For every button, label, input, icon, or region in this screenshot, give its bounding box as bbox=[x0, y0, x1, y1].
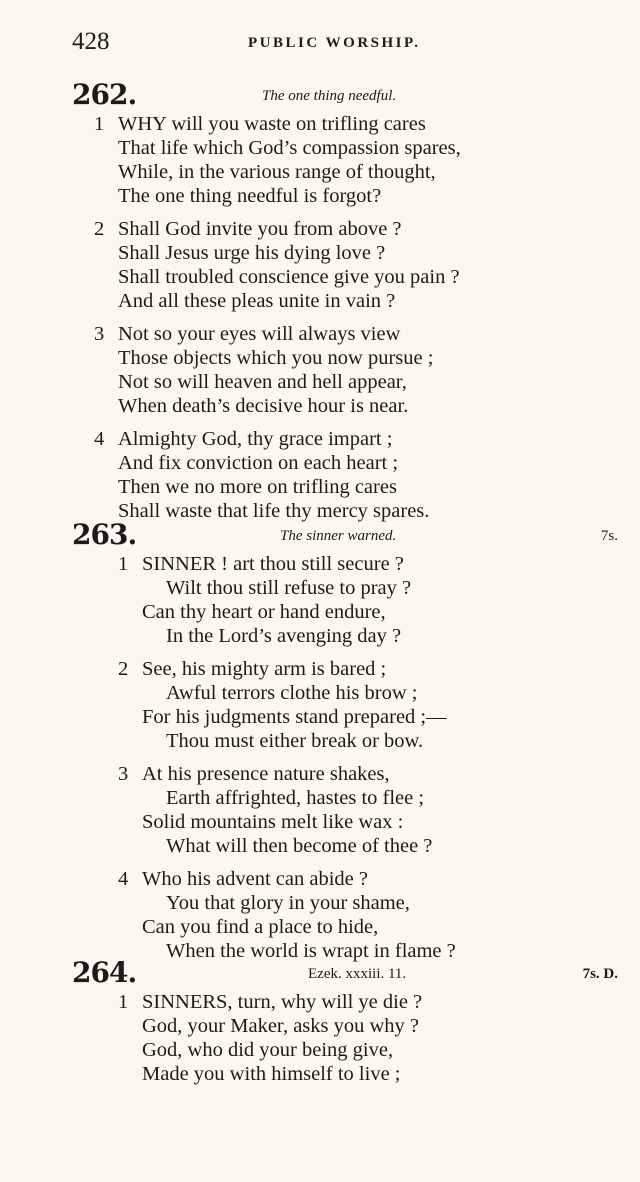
hymn-title: The one thing needful. bbox=[262, 88, 397, 104]
stanza bbox=[72, 427, 618, 523]
running-head: PUBLIC WORSHIP. bbox=[248, 35, 421, 51]
verse-line: Shall waste that life thy mercy spares. bbox=[118, 500, 430, 522]
stanza bbox=[72, 990, 618, 1086]
verse-line: Solid mountains melt like wax : bbox=[142, 811, 404, 833]
verse-line: Can you find a place to hide, bbox=[142, 916, 379, 938]
verse-line: God, who did your being give, bbox=[142, 1039, 394, 1061]
verse-number: 4 bbox=[118, 868, 129, 890]
verse-line: And fix conviction on each heart ; bbox=[118, 452, 399, 474]
stanza bbox=[72, 112, 618, 208]
stanza bbox=[72, 657, 618, 753]
verse-line: Can thy heart or hand endure, bbox=[142, 601, 386, 623]
verse-line: What will then become of thee ? bbox=[166, 835, 433, 857]
page-header bbox=[72, 28, 600, 58]
verse-line: 4 Almighty God, thy grace impart ; bbox=[94, 428, 393, 450]
stanza bbox=[72, 552, 618, 648]
hymn-heading bbox=[72, 956, 618, 990]
verse-number: 2 bbox=[94, 218, 105, 240]
hymn-number: 263. bbox=[72, 518, 137, 551]
verse-line: Then we no more on trifling cares bbox=[118, 476, 397, 498]
verse-line: While, in the various range of thought, bbox=[118, 161, 436, 183]
hymn-263 bbox=[72, 518, 618, 972]
verse-number: 1 bbox=[118, 991, 129, 1013]
verse-line: Shall Jesus urge his dying love ? bbox=[118, 242, 386, 264]
hymn-meter: 7s. bbox=[600, 528, 618, 544]
verse-line: Thou must either break or bow. bbox=[166, 730, 424, 752]
verse-line: 1 SINNER ! art thou still secure ? bbox=[118, 553, 404, 575]
verse-line: 2 Shall God invite you from above ? bbox=[94, 218, 402, 240]
verse-line: God, your Maker, asks you why ? bbox=[142, 1015, 420, 1037]
scripture-reference: Ezek. xxxiii. 11. bbox=[308, 966, 407, 982]
hymn-meter: 7s. D. bbox=[582, 966, 618, 982]
verse-line: Shall troubled conscience give you pain ? bbox=[118, 266, 460, 288]
verse-line: Not so will heaven and hell appear, bbox=[118, 371, 407, 393]
verse-line: Those objects which you now pursue ; bbox=[118, 347, 434, 369]
verse-line: For his judgments stand prepared ;— bbox=[142, 706, 447, 728]
verse-line: 4 Who his advent can abide ? bbox=[118, 868, 368, 890]
verse-line: Made you with himself to live ; bbox=[142, 1063, 401, 1085]
verse-line: 1 SINNERS, turn, why will ye die ? bbox=[118, 991, 423, 1013]
verse-line: When death’s decisive hour is near. bbox=[118, 395, 409, 417]
verse-line: You that glory in your shame, bbox=[166, 892, 410, 914]
verse-line: 3 Not so your eyes will always view bbox=[94, 323, 401, 345]
hymn-number: 264. bbox=[72, 956, 137, 989]
verse-line: And all these pleas unite in vain ? bbox=[118, 290, 396, 312]
verse-line: Wilt thou still refuse to pray ? bbox=[166, 577, 412, 599]
verse-number: 1 bbox=[94, 113, 105, 135]
hymn-heading bbox=[72, 518, 618, 552]
hymn-title: The sinner warned. bbox=[280, 528, 397, 544]
verse-line: 2 See, his mighty arm is bared ; bbox=[118, 658, 387, 680]
verse-number: 3 bbox=[94, 323, 105, 345]
stanza bbox=[72, 217, 618, 313]
verse-line: When the world is wrapt in flame ? bbox=[166, 940, 456, 962]
page-number: 428 bbox=[72, 28, 110, 55]
verse-line: In the Lord’s avenging day ? bbox=[166, 625, 402, 647]
verse-number: 1 bbox=[118, 553, 129, 575]
hymn-heading bbox=[72, 78, 618, 112]
verse-line: 3 At his presence nature shakes, bbox=[118, 763, 390, 785]
verse-line: 1 WHY will you waste on trifling cares bbox=[94, 113, 426, 135]
verse-line: That life which God’s compassion spares, bbox=[118, 137, 461, 159]
stanza bbox=[72, 762, 618, 858]
verse-number: 2 bbox=[118, 658, 129, 680]
verse-line: Earth affrighted, hastes to flee ; bbox=[166, 787, 425, 809]
verse-line: Awful terrors clothe his brow ; bbox=[166, 682, 418, 704]
hymn-264 bbox=[72, 956, 618, 1095]
verse-line: The one thing needful is forgot? bbox=[118, 185, 382, 207]
verse-number: 4 bbox=[94, 428, 105, 450]
stanza bbox=[72, 322, 618, 418]
verse-number: 3 bbox=[118, 763, 129, 785]
stanza bbox=[72, 867, 618, 963]
hymn-262 bbox=[72, 78, 618, 532]
hymn-number: 262. bbox=[72, 78, 137, 111]
